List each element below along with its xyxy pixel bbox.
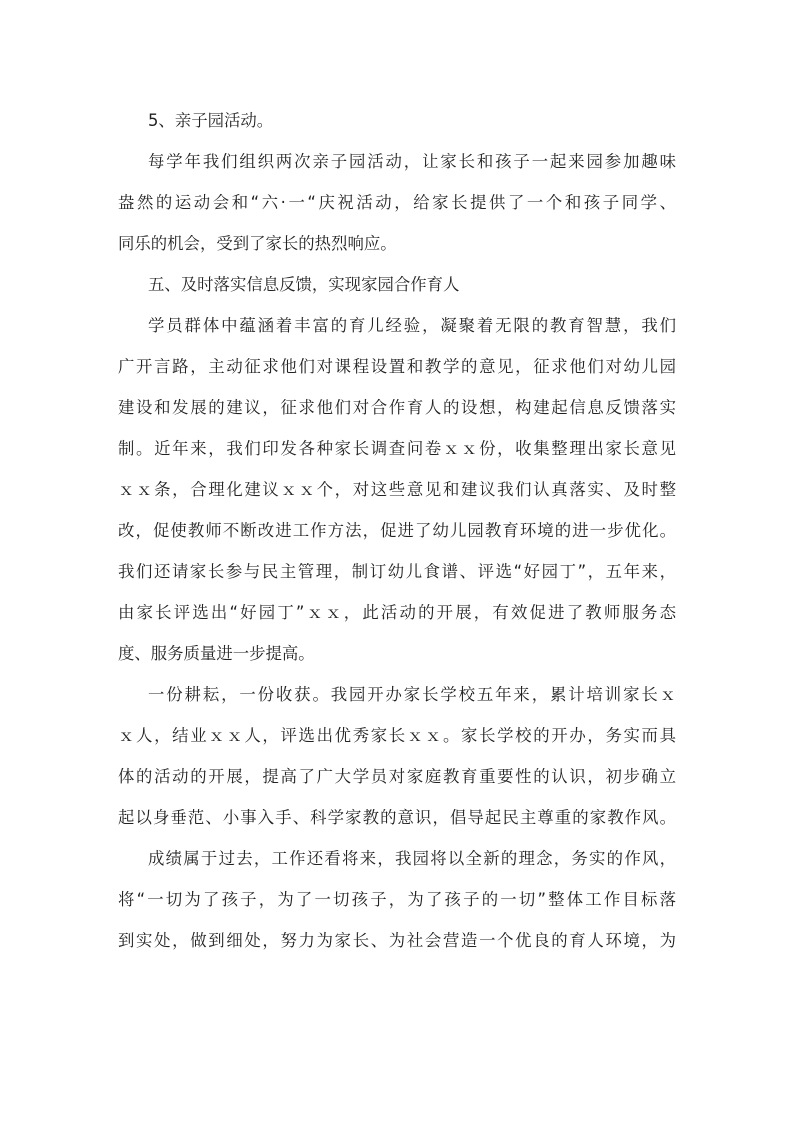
document-page	[118, 100, 676, 961]
text-line: 一份耕耘，一份收获。我园开办家长学校五年来，累计培训家长ｘ	[148, 685, 676, 704]
text-line: 到实处，做到细处，努力为家长、为社会营造一个优良的育人环境，为	[118, 931, 676, 950]
text-line: 体的活动的开展，提高了广大学员对家庭教育重要性的认识，初步确立	[118, 767, 676, 786]
text-line: ｘ人，结业ｘｘ人，评选出优秀家长ｘｘ。家长学校的开办，务实而具	[118, 726, 676, 745]
text-line: 改，促使教师不断改进工作方法，促进了幼儿园教育环境的进一步优化。	[118, 521, 676, 540]
text-line: 同乐的机会，受到了家长的热烈响应。	[118, 234, 397, 253]
text-line: 建设和发展的建议，征求他们对合作育人的设想，构建起信息反馈落实	[118, 398, 676, 417]
text-line: 成绩属于过去，工作还看将来，我园将以全新的理念，务实的作风，	[148, 849, 676, 868]
text-line: 学员群体中蕴涵着丰富的育儿经验，凝聚着无限的教育智慧，我们	[148, 316, 676, 335]
text-line: ｘｘ条，合理化建议ｘｘ个，对这些意见和建议我们认真落实、及时整	[118, 480, 676, 499]
text-line: 由家长评选出“好园丁”ｘｘ，此活动的开展，有效促进了教师服务态	[118, 603, 676, 622]
text-line: 5、亲子园活动。	[148, 111, 274, 130]
text-line: 将“一切为了孩子，为了一切孩子，为了孩子的一切”整体工作目标落	[118, 890, 676, 909]
text-line: 盎然的运动会和“六·一“庆祝活动，给家长提供了一个和孩子同学、	[118, 193, 676, 212]
text-line: 制。近年来，我们印发各种家长调查问卷ｘｘ份，收集整理出家长意见	[118, 439, 676, 458]
text-line: 每学年我们组织两次亲子园活动，让家长和孩子一起来园参加趣味	[148, 152, 676, 171]
section-heading: 五、及时落实信息反馈，实现家园合作育人	[148, 275, 460, 294]
text-line: 广开言路，主动征求他们对课程设置和教学的意见，征求他们对幼儿园	[118, 357, 676, 376]
text-line: 起以身垂范、小事入手、科学家教的意识，倡导起民主尊重的家教作风。	[118, 808, 676, 827]
text-line: 度、服务质量进一步提高。	[118, 644, 315, 663]
text-line: 我们还请家长参与民主管理，制订幼儿食谱、评选“好园丁”，五年来，	[118, 562, 676, 581]
